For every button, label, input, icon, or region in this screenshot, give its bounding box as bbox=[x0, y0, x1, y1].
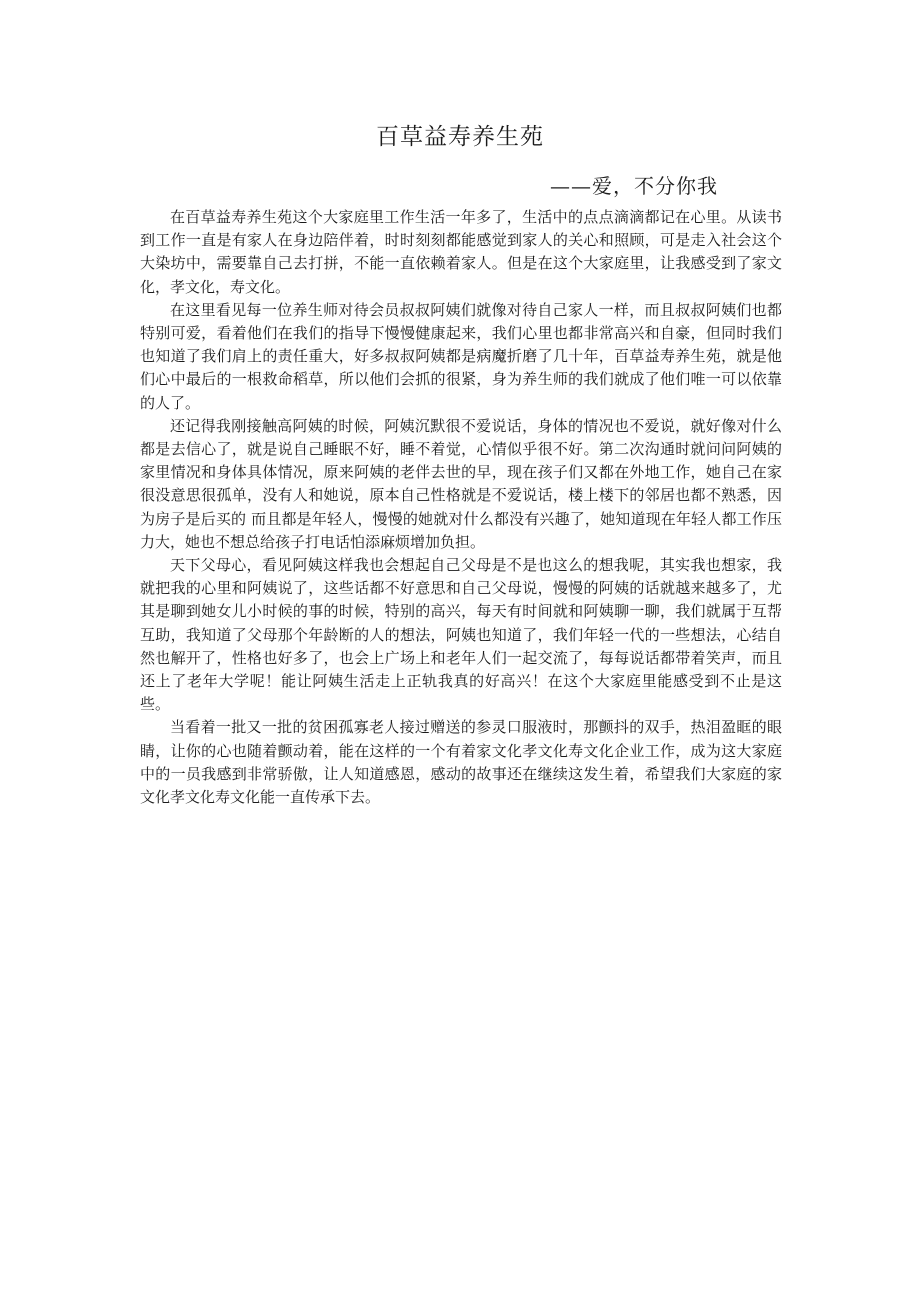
paragraph-5: 当看着一批又一批的贫困孤寡老人接过赠送的参灵口服液时，那颤抖的双手，热泪盈眶的眼睛，让你的心也随着颤动着，能在这样的一个有着家文化孝文化寿文化企业工作，成为这大家庭中的一员我感到非常骄傲，让人知道感恩，感动的故事还在继续这发生着，希望我们大家庭的家文化孝文化寿文化能一直传承下去。 bbox=[140, 718, 782, 807]
paragraph-1: 在百草益寿养生苑这个大家庭里工作生活一年多了，生活中的点点滴滴都记在心里。从读书到工作一直是有家人在身边陪伴着，时时刻刻都能感觉到家人的关心和照顾，可是走入社会这个大染坊中，需要靠自己去打拼，不能一直依赖着家人。但是在这个大家庭里，让我感受到了家文化，孝文化，寿文化。 bbox=[140, 208, 782, 296]
document-title: 百草益寿养生苑 bbox=[376, 124, 544, 150]
paragraph-4: 天下父母心，看见阿姨这样我也会想起自己父母是不是也这么的想我呢，其实我也想家，我就把我的心里和阿姨说了，这些话都不好意思和自己父母说，慢慢的阿姨的话就越来越多了，尤其是聊到她女儿小时候的事的时候，特别的高兴，每天有时间就和阿姨聊一聊，我们就属于互帮互助，我知道了父母那个年龄断的人的想法，阿姨也知道了，我们年轻一代的一些想法，心结自然也解开了，性格也好多了，也会上广场上和老年人们一起交流了，每每说话都带着笑声，而且还上了老年大学呢！能让阿姨生活走上正轨我真的好高兴！在这个大家庭里能感受到不止是这些。 bbox=[140, 556, 782, 714]
paragraph-3: 还记得我刚接触高阿姨的时候，阿姨沉默很不爱说话，身体的情况也不爱说，就好像对什么都是去信心了，就是说自己睡眠不好，睡不着觉，心情似乎很不好。第二次沟通时就问问阿姨的家里情况和身体具体情况，原来阿姨的老伴去世的早，现在孩子们又都在外地工作，她自己在家很没意思很孤单，没有人和她说，原本自己性格就是不爱说话，楼上楼下的邻居也都不熟悉，因为房子是后买的 而且都是年轻人，慢慢的她就对什么都没有兴趣了，她知道现在年轻人都工作压力大，她也不想总给孩子打电话怕添麻烦增加负担。 bbox=[140, 416, 782, 551]
paragraph-2: 在这里看见每一位养生师对待会员叔叔阿姨们就像对待自己家人一样，而且叔叔阿姨们也都特别可爱，看着他们在我们的指导下慢慢健康起来，我们心里也都非常高兴和自豪，但同时我们也知道了我们肩上的责任重大，好多叔叔阿姨都是病魔折磨了几十年，百草益寿养生苑，就是他们心中最后的一根救命稻草，所以他们会抓的很紧，身为养生师的我们就成了他们唯一可以依靠的人了。 bbox=[140, 300, 782, 412]
document-body bbox=[140, 206, 782, 809]
document-subtitle: ——爱，不分你我 bbox=[550, 174, 718, 198]
